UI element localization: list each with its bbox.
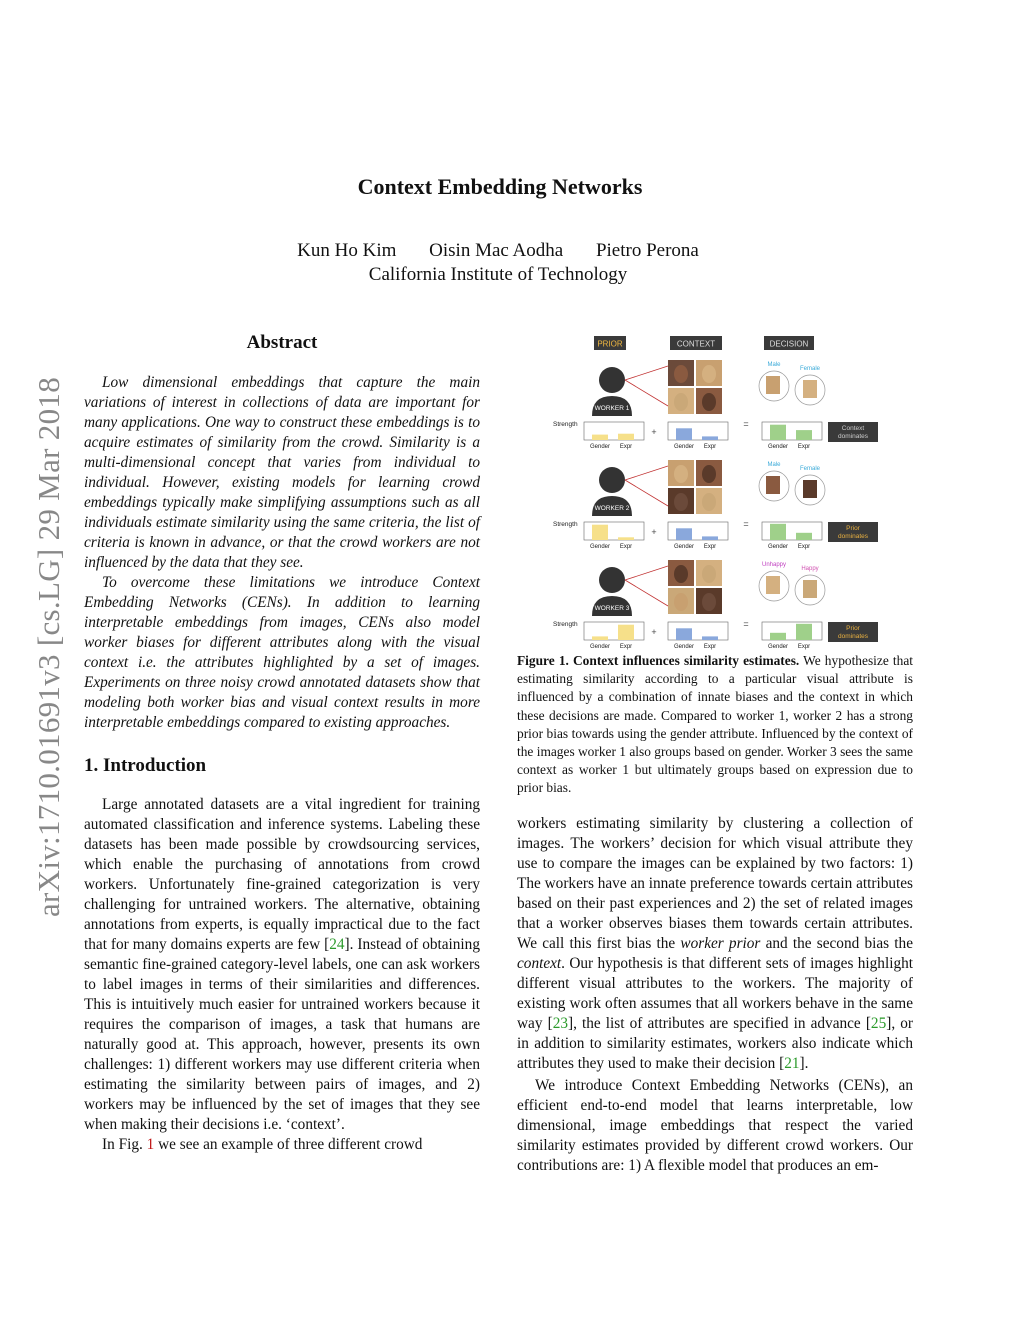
group-label: Female	[799, 466, 821, 472]
axis-label: Gender	[767, 444, 789, 450]
right-column	[517, 814, 913, 1176]
equals-sign: =	[743, 619, 749, 629]
face-image	[766, 376, 780, 394]
axis-label: Gender	[589, 544, 611, 550]
face-icon	[702, 593, 716, 611]
face-icon	[674, 593, 688, 611]
face-image	[766, 576, 780, 594]
axis-label: Expr	[797, 644, 811, 650]
strength-label: Strength	[553, 421, 578, 428]
plus-sign: +	[651, 627, 657, 637]
face-image	[803, 580, 817, 598]
decision-bar	[770, 425, 786, 440]
worker-head-icon	[599, 467, 625, 493]
citation-link[interactable]: 25	[870, 1015, 887, 1032]
figure-caption	[517, 652, 913, 798]
prior-bar	[592, 525, 608, 540]
decision-header: DECISION	[769, 339, 809, 349]
axis-label: Expr	[619, 444, 633, 450]
author-list	[0, 240, 996, 262]
axis-label: Gender	[767, 644, 789, 650]
face-icon	[674, 493, 688, 511]
context-bar	[702, 436, 718, 440]
face-image	[766, 476, 780, 494]
axis-label: Expr	[619, 544, 633, 550]
prior-bar	[618, 625, 634, 640]
axis-label: Expr	[797, 444, 811, 450]
axis-label: Gender	[673, 444, 695, 450]
face-icon	[674, 393, 688, 411]
strength-label: Strength	[553, 621, 578, 628]
decision-bar	[770, 524, 786, 540]
abstract-paragraph: To overcome these limitations we introduce Context Embedding Networks (CENs). In addition to learning interpretable embeddings from images, CENs also model worker biases for different attributes along with the visual context i.e. the attributes highlighted by a set of images. Experiments on three noisy crowd annotated datasets show that modeling both worker bias and visual context results in more interpretable embeddings compared to existing approaches.	[84, 574, 480, 731]
context-line	[625, 566, 668, 580]
citation-link[interactable]: 23	[552, 1015, 568, 1032]
intro-body	[84, 795, 480, 1155]
worker-head-icon	[599, 367, 625, 393]
worker-label: WORKER 1	[594, 405, 630, 412]
worker-label: WORKER 3	[594, 605, 630, 612]
arxiv-stamp: arXiv:1710.01691v3 [cs.LG] 29 Mar 2018	[31, 376, 66, 918]
outcome-label: Context	[841, 425, 865, 432]
context-line	[625, 466, 668, 480]
citation-link[interactable]: 21	[784, 1055, 800, 1072]
decision-bar	[796, 624, 812, 640]
group-label: Female	[799, 366, 821, 372]
decision-bar	[770, 633, 786, 640]
prior-bar	[618, 434, 634, 440]
context-bar	[676, 628, 692, 640]
prior-bar	[592, 435, 608, 440]
author: Pietro Perona	[595, 240, 699, 261]
face-icon	[702, 465, 716, 483]
author: Oisin Mac Aodha	[429, 240, 564, 261]
plus-sign: +	[651, 527, 657, 537]
axis-label: Expr	[703, 444, 717, 450]
abstract-paragraph: Low dimensional embeddings that capture the main variations of interest in collections of data are important for many applications. One way to construct these embeddings is to acquire estimates of similarity from the crowd. Similarity is a multi-dimensional concept that varies from individual to individual. However, existing models for learning crowd embeddings typically make simplifying assumptions such as all individuals estimate similarity using the same criteria, the list of criteria is known in advance, or that the crowd workers are not influenced by the data that they see.	[84, 374, 480, 571]
face-icon	[674, 565, 688, 583]
face-icon	[674, 365, 688, 383]
context-line	[625, 380, 668, 406]
face-icon	[674, 465, 688, 483]
caption-label: Figure 1.	[517, 653, 569, 668]
axis-label: Gender	[767, 544, 789, 550]
axis-label: Gender	[589, 444, 611, 450]
face-image	[803, 380, 817, 398]
context-header: CONTEXT	[676, 339, 716, 349]
figure-1	[548, 334, 890, 650]
section-heading: 1. Introduction	[84, 755, 207, 776]
axis-label: Expr	[703, 644, 717, 650]
plus-sign: +	[651, 427, 657, 437]
author: Kun Ho Kim	[297, 240, 397, 261]
decision-bar	[796, 430, 812, 440]
context-bar	[702, 636, 718, 640]
face-icon	[702, 565, 716, 583]
axis-label: Expr	[797, 544, 811, 550]
citation-link[interactable]: 24	[329, 936, 345, 953]
equals-sign: =	[743, 419, 749, 429]
body-paragraph: We introduce Context Embedding Networks (CENs), an efficient end-to-end model that learns interpretable, low dimensional, image embeddings that respect the varied similarity estimates provided by different crowd workers. Our contributions are: 1) A flexible model that produces an em-	[517, 1077, 913, 1174]
affiliation: California Institute of Technology	[368, 264, 628, 285]
outcome-label: Prior	[846, 525, 860, 532]
intro-paragraph: Large annotated datasets are a vital ingredient for training automated classification and inference systems. Labeling these datasets has been made possible by crowdsourcing services, which enable the purchasing of annotations from crowd workers. Unfortunately fine-grained categorization is very challenging for untrained workers. The alternative, obtaining annotations from experts, is equally impractical due to the fact that for many domains experts are few [24]. Instead of obtaining semantic fine-grained category-level labels, one can ask workers to label images in terms of their similarities and differences. This is intuitively much easier for untrained workers because it requires the comparison of images, a task that humans are naturally good at. This approach, however, presents its own challenges: 1) different workers may use different criteria when estimating the similarity between pairs of images, and 2) workers may be influenced by the set of images that they see when making their decisions i.e. ‘context’.	[84, 796, 480, 1133]
prior-bar	[592, 636, 608, 640]
face-icon	[702, 393, 716, 411]
worker-label: WORKER 2	[594, 505, 630, 512]
axis-label: Gender	[589, 644, 611, 650]
outcome-label: Prior	[846, 625, 860, 632]
decision-bar	[796, 533, 812, 540]
outcome-label: dominates	[838, 533, 868, 540]
context-bar	[676, 428, 692, 440]
equals-sign: =	[743, 519, 749, 529]
paper-title: Context Embedding Networks	[357, 174, 643, 199]
intro-paragraph: In Fig. 1 we see an example of three different crowd	[102, 1136, 423, 1153]
strength-label: Strength	[553, 521, 578, 528]
face-image	[803, 480, 817, 498]
group-label: Unhappy	[761, 562, 787, 568]
face-icon	[702, 365, 716, 383]
context-line	[625, 366, 668, 380]
axis-label: Gender	[673, 644, 695, 650]
outcome-label: dominates	[838, 633, 868, 640]
outcome-label: dominates	[838, 433, 868, 440]
face-icon	[702, 493, 716, 511]
worker-head-icon	[599, 567, 625, 593]
context-line	[625, 480, 668, 506]
caption-title: Context influences similarity estimates.	[573, 653, 800, 668]
group-label: Male	[767, 462, 781, 468]
caption-text: We hypothesize that estimating similarity according to a particular visual attribute is influenced by a combination of innate biases and the context in which these decisions are made. Compared to worker 1, worker 2 has a strong prior bias towards using the gender attribute. Influenced by the context of the images worker 1 also groups based on gender. Worker 3 sees the same context as worker 1 but ultimately groups based on expression due to prior bias.	[517, 653, 913, 796]
context-bar	[676, 528, 692, 540]
axis-label: Expr	[619, 644, 633, 650]
prior-header: PRIOR	[597, 339, 623, 349]
group-label: Happy	[801, 566, 819, 572]
group-label: Male	[767, 362, 781, 368]
figure-link[interactable]: 1	[146, 1136, 155, 1153]
body-paragraph: workers estimating similarity by clustering a collection of images. The workers’ decision for which visual attribute they use to compare the images can be explained by two factors: 1) The workers have an innate preference towards certain attributes based on their past experiences and 2) the set of related images that a worker observes biases them towards certain attributes. We call this first bias the worker prior and the second bias the context. Our hypothesis is that different sets of images highlight different visual attributes to the workers. The majority of existing work often assumes that all workers behave in the same way [23], the list of attributes are specified in advance [25], or in addition to similarity estimates, workers also indicate which attributes they used to make their decision [21].	[517, 815, 913, 1072]
abstract	[84, 373, 480, 733]
context-line	[625, 580, 668, 606]
prior-bar	[618, 537, 634, 540]
axis-label: Expr	[703, 544, 717, 550]
left-column	[84, 332, 480, 1155]
abstract-heading: Abstract	[246, 332, 318, 353]
context-bar	[702, 536, 718, 540]
axis-label: Gender	[673, 544, 695, 550]
